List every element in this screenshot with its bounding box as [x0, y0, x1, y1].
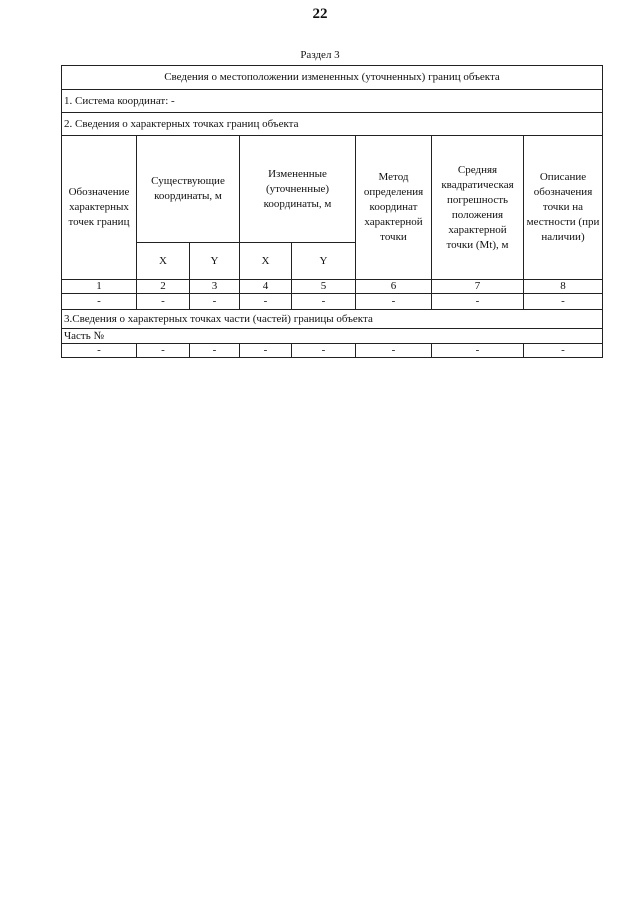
table-row — [62, 294, 603, 310]
header-designation: Обозначение характерных точек границ — [62, 136, 137, 280]
header-error: Средняя квадратическая погрешность положения характерной точки (Mt), м — [432, 136, 524, 280]
table-cell: - — [62, 294, 137, 310]
table-cell: - — [62, 344, 137, 358]
table-cell: - — [240, 294, 292, 310]
table-cell: - — [137, 294, 190, 310]
table-cell: - — [356, 294, 432, 310]
table-cell: - — [356, 344, 432, 358]
header-method: Метод определения координат характерной точки — [356, 136, 432, 280]
column-number: 4 — [240, 280, 292, 294]
header-x-existing: X — [137, 243, 190, 280]
header-description: Описание обозначения точки на местности (при наличии) — [524, 136, 603, 280]
header-y-changed: Y — [292, 243, 356, 280]
table-cell: - — [524, 294, 603, 310]
page-number: 22 — [312, 6, 328, 22]
column-number: 2 — [137, 280, 190, 294]
table-cell: - — [524, 344, 603, 358]
column-number: 6 — [356, 280, 432, 294]
column-number-row — [62, 280, 603, 294]
column-number: 8 — [524, 280, 603, 294]
table-cell: - — [190, 294, 240, 310]
column-number: 1 — [62, 280, 137, 294]
header-y-existing: Y — [190, 243, 240, 280]
header-existing-coords: Существующие координаты, м — [137, 136, 240, 243]
column-number: 7 — [432, 280, 524, 294]
table-cell: - — [292, 344, 356, 358]
table-cell: - — [137, 344, 190, 358]
table-cell: - — [190, 344, 240, 358]
table-cell: - — [432, 344, 524, 358]
boundary-points-table — [61, 65, 603, 358]
part-label-row: Часть № — [62, 329, 603, 344]
table-title: Сведения о местоположении измененных (уточненных) границ объекта — [62, 66, 603, 90]
table-cell: - — [292, 294, 356, 310]
column-number: 5 — [292, 280, 356, 294]
column-number: 3 — [190, 280, 240, 294]
coord-system-row: 1. Система координат: - — [62, 90, 603, 113]
header-x-changed: X — [240, 243, 292, 280]
section-title: Раздел 3 — [300, 49, 340, 61]
points-heading-row: 2. Сведения о характерных точках границ объекта — [62, 113, 603, 136]
header-changed-coords: Измененные (уточненные) координаты, м — [240, 136, 356, 243]
section3-heading-row: 3.Сведения о характерных точках части (частей) границы объекта — [62, 310, 603, 329]
table-cell: - — [240, 344, 292, 358]
table-cell: - — [432, 294, 524, 310]
table-row — [62, 344, 603, 358]
